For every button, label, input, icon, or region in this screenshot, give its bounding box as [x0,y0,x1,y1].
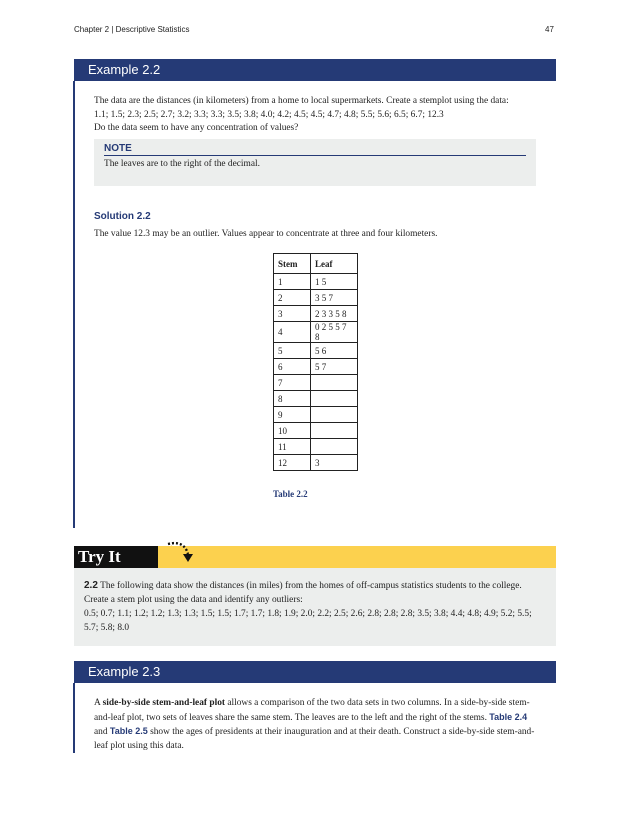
leaf-cell: 0 2 5 5 7 8 [311,322,358,343]
leaf-cell: 1 5 [311,274,358,290]
stem-cell: 12 [274,455,311,471]
example-2-3-title: Example 2.3 [74,661,556,683]
stem-cell: 2 [274,290,311,306]
example-2-3-sidebar-rule [73,683,75,753]
stem-cell: 11 [274,439,311,455]
leaf-cell [311,439,358,455]
table-row [274,455,358,471]
leaf-cell: 5 7 [311,359,358,375]
leaf-cell: 3 [311,455,358,471]
table-row [274,391,358,407]
leaf-cell [311,407,358,423]
table-caption: Table 2.2 [273,489,308,499]
example-2-2-question: Do the data seem to have any concentration of values? [94,123,299,133]
try-it-data: 0.5; 0.7; 1.1; 1.2; 1.2; 1.3; 1.3; 1.5; 1.5; 1.7; 1.7; 1.8; 1.9; 2.0; 2.2; 2.5; 2.6; 2.8; 2.8; 2.8; 3.5; 3.8; 4.4; 4.8; 4.9; 5.2; 5.5; 5.7; 5.8; 8.0 [84,609,532,633]
note-text: The leaves are to the right of the decimal. [104,159,260,169]
leaf-cell: 2 3 3 5 8 [311,306,358,322]
problem-data: 1.1; 1.5; 2.3; 2.5; 2.7; 3.2; 3.3; 3.3; 3.5; 3.8; 4.0; 4.2; 4.5; 4.5; 4.7; 4.8; 5.5; 5.6; 6.5; 6.7; 12.3 [94,109,444,120]
stem-leaf-table [273,253,358,471]
table-row [274,306,358,322]
leaf-cell [311,375,358,391]
solution-text: The value 12.3 may be an outlier. Values appear to concentrate at three and four kilometers. [94,229,438,239]
example-2-2-sidebar-rule [73,81,75,528]
key-term: side-by-side stem-and-leaf plot [102,698,226,708]
table-row [274,423,358,439]
example-2-2-title: Example 2.2 [74,59,556,81]
stem-cell: 5 [274,343,311,359]
table-header-row [274,254,358,274]
arrow-icon [158,540,198,568]
table-row [274,290,358,306]
leaf-cell: 5 6 [311,343,358,359]
text-part: A [94,698,103,708]
try-it-number: 2.2 [84,580,98,591]
solution-title: Solution 2.2 [94,211,151,222]
stem-cell: 3 [274,306,311,322]
try-it-label: Try It [74,546,158,568]
text-part: and [94,727,110,737]
table-row [274,322,358,343]
stem-cell: 7 [274,375,311,391]
leaf-cell [311,391,358,407]
text-part: allows a comparison of the two data sets in two columns. In a side-by-side stem-and-leaf plot, two sets of leaves share the same stem. The leaves are to the left and the right of the stems. [94,698,530,723]
stem-cell: 1 [274,274,311,290]
note-title: NOTE [104,143,132,154]
table-2-4-link[interactable]: Table 2.4 [489,711,528,722]
table-2-5-link[interactable]: Table 2.5 [109,726,148,736]
try-it-prompt: The following data show the distances (in miles) from the homes of off-campus statistics students to the college. Create a stem plot using the data and identify any outliers: [84,581,522,605]
header-leaf: Leaf [311,254,358,274]
table-row [274,274,358,290]
note-divider [104,155,526,156]
try-it-text [84,579,544,607]
text-part: show the ages of presidents at their inauguration and at their death. Construct a side-by-side stem-and-leaf plot using this data. [94,727,535,751]
note-box [94,139,536,186]
try-it-bar [74,546,556,568]
example-2-2-problem [94,95,540,122]
table-row [274,407,358,423]
problem-text: The data are the distances (in kilometers) from a home to local supermarkets. Create a stemplot using the data: [94,96,509,106]
chapter-header: Chapter 2 | Descriptive Statistics [74,25,190,34]
page-number: 47 [545,25,554,34]
stem-cell: 4 [274,322,311,343]
leaf-cell: 3 5 7 [311,290,358,306]
stem-cell: 6 [274,359,311,375]
header-stem: Stem [274,254,311,274]
table-row [274,359,358,375]
stem-cell: 9 [274,407,311,423]
table-row [274,343,358,359]
table-row [274,375,358,391]
leaf-cell [311,423,358,439]
table-row [274,439,358,455]
example-2-3-text [94,697,540,753]
stem-cell: 8 [274,391,311,407]
stem-cell: 10 [274,423,311,439]
